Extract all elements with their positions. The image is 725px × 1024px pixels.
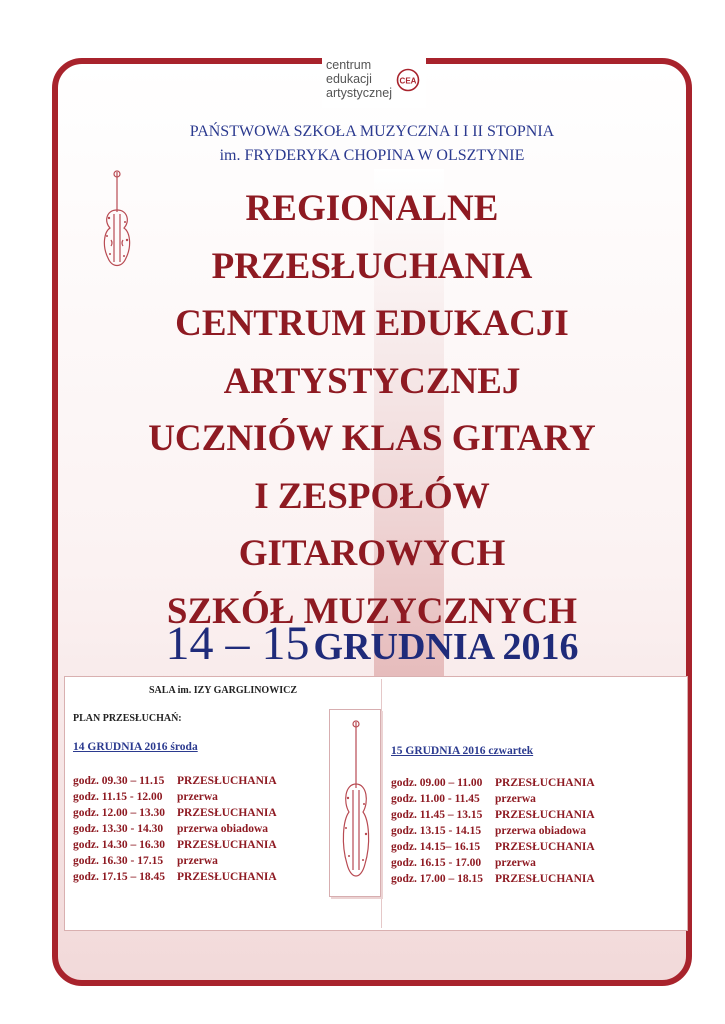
schedule-event: przerwa [177,855,218,867]
event-date [62,616,682,671]
day-2-label: 15 GRUDNIA 2016 czwartek [391,745,534,757]
schedule-event: przerwa obiadowa [177,823,269,835]
title-line: REGIONALNE [245,188,499,229]
schedule-event: PRZESŁUCHANIA [495,873,595,885]
schedule-time: godz. 11.00 - 11.45 [391,793,480,805]
day-1-schedule [73,773,277,885]
title-line: CENTRUM EDUKACJI [175,303,569,344]
cea-logo [322,56,426,108]
title-line: I ZESPOŁÓW [254,475,490,517]
schedule-event: PRZESŁUCHANIA [495,809,595,821]
schedule-time: godz. 17.00 – 18.15 [391,873,483,885]
schedule-row [73,805,277,821]
panel-divider [381,679,382,928]
plan-label: PLAN PRZESŁUCHAŃ: [73,713,182,724]
schedule-time: godz. 17.15 – 18.45 [73,871,165,883]
cea-logo-icon [396,68,420,92]
title-line: GITAROWYCH [238,533,506,574]
schedule-row [73,789,277,805]
schedule-time: godz. 12.00 – 13.30 [73,807,165,819]
title-line: SZKÓŁ MUZYCZNYCH [166,590,578,632]
schedule-row [391,791,595,807]
title-line: UCZNIÓW KLAS GITARY [148,418,596,459]
schedule-row [391,775,595,791]
schedule-row [391,807,595,823]
logo-line-3: artystycznej [326,86,392,100]
logo-line-1: centrum [326,58,372,72]
schedule-event: przerwa [177,791,218,803]
schedule-time: godz. 13.15 - 14.15 [391,825,482,837]
date-days: 14 – 15 [165,617,310,670]
schedule-event: PRZESŁUCHANIA [495,841,595,853]
schedule-time: godz. 09.00 – 11.00 [391,777,483,789]
schedule-time: godz. 11.45 – 13.15 [391,809,483,821]
logo-line-2: edukacji [326,72,372,86]
schedule-row [391,871,595,887]
schedule-time: godz. 16.15 - 17.00 [391,857,482,869]
day-2-schedule [391,775,595,887]
schedule-event: PRZESŁUCHANIA [177,871,277,883]
schedule-time: godz. 11.15 - 12.00 [73,791,163,803]
schedule-row [73,853,277,869]
schedule-time: godz. 14.15– 16.15 [391,841,481,853]
schedule-panel [64,676,688,931]
schedule-time: godz. 13.30 - 14.30 [73,823,164,835]
event-title [62,180,682,640]
schedule-row [73,869,277,885]
schedule-event: PRZESŁUCHANIA [177,839,277,851]
schedule-event: PRZESŁUCHANIA [177,807,277,819]
title-line: PRZESŁUCHANIA [211,245,533,287]
schedule-time: godz. 14.30 – 16.30 [73,839,165,851]
logo-text [326,58,392,100]
school-name [62,120,682,168]
schedule-row [73,773,277,789]
schedule-row [391,823,595,839]
schedule-event: PRZESŁUCHANIA [495,777,595,789]
schedule-row [73,821,277,837]
schedule-row [391,839,595,855]
day-1-label: 14 GRUDNIA 2016 środa [73,741,198,753]
schedule-time: godz. 09.30 – 11.15 [73,775,165,787]
schedule-row [73,837,277,853]
schedule-event: przerwa obiadowa [495,825,587,837]
title-line: ARTYSTYCZNEJ [223,360,521,402]
schedule-event: przerwa [495,793,536,805]
svg-text:CEA: CEA [399,76,417,86]
schedule-row [391,855,595,871]
violin-thumbnail [329,709,381,897]
schedule-time: godz. 16.30 - 17.15 [73,855,164,867]
schedule-event: PRZESŁUCHANIA [177,775,277,787]
school-line-2: im. FRYDERYKA CHOPINA W OLSZTYNIE [219,147,525,164]
school-line-1: PAŃSTWOWA SZKOŁA MUZYCZNA I I II STOPNIA [189,123,555,140]
hall-name: SALA im. IZY GARGLINOWICZ [149,685,297,696]
violin-small-icon [340,718,372,890]
date-month-year: GRUDNIA 2016 [313,626,579,668]
schedule-event: przerwa [495,857,536,869]
